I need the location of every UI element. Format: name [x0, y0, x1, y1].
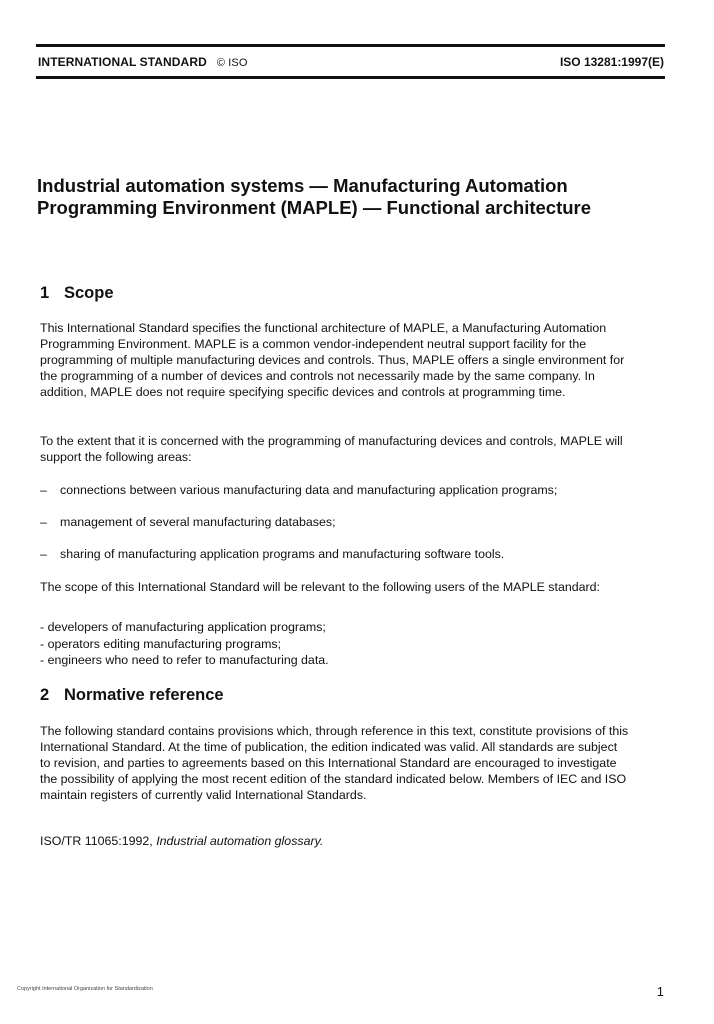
section-1-title: Scope — [64, 284, 114, 302]
title-line-1: Industrial automation systems — Manufacturing Automation — [37, 175, 568, 196]
reference-title: Industrial automation glossary. — [156, 834, 324, 848]
header-top-rule — [36, 44, 665, 47]
users-list-item-3: - engineers who need to refer to manufacturing data. — [40, 653, 329, 667]
scope-bullet-1 — [40, 482, 670, 498]
bullet-dash: – — [40, 515, 47, 529]
scope-bullet-2-text: management of several manufacturing databases; — [60, 515, 336, 529]
reference-code: ISO/TR 11065:1992, — [40, 834, 157, 848]
normative-reference-paragraph: The following standard contains provisions which, through reference in this text, constitute provisions of this International Standard. At the time of publication, the edition indicated was valid. All standards are subject to revision, and parties to agreements based on this International Standard are encouraged to investigate the possibility of applying the most recent edition of the standard indicated below. Members of IEC and ISO maintain registers of currently valid International Standards. — [40, 724, 629, 802]
section-2-heading — [40, 686, 224, 705]
title-line-2: Programming Environment (MAPLE) — Functional architecture — [37, 197, 592, 218]
scope-paragraph-2: To the extent that it is concerned with the programming of manufacturing devices and controls, MAPLE will support the following areas: — [40, 434, 623, 464]
users-list-item-1: - developers of manufacturing application programs; — [40, 620, 326, 634]
scope-paragraph-3: The scope of this International Standard will be relevant to the following users of the MAPLE standard: — [40, 580, 600, 594]
reference-entry — [40, 833, 323, 849]
header-bottom-rule — [36, 76, 665, 79]
users-list-item-2: - operators editing manufacturing programs; — [40, 636, 282, 651]
standard-type-text: INTERNATIONAL STANDARD — [38, 55, 207, 69]
section-2-title: Normative reference — [64, 686, 224, 704]
scope-paragraph-1: This International Standard specifies the functional architecture of MAPLE, a Manufacturing Automation Programming Environment. MAPLE is a common vendor-independent neutral support facility for the programming of multiple manufacturing devices and controls. Thus, MAPLE offers a single environment for the programming of a number of devices and controls not necessarily made by the same company. In addition, MAPLE does not require specifying specific devices and controls at programming time. — [40, 321, 625, 399]
document-title — [37, 175, 677, 219]
bullet-dash: – — [40, 483, 47, 497]
page-number: 1 — [656, 984, 664, 999]
section-2-number: 2 — [40, 686, 50, 704]
copyright-footer: Copyright International Organization for Standardization — [17, 986, 153, 992]
scope-bullet-3-text: sharing of manufacturing application programs and manufacturing software tools. — [60, 547, 505, 561]
section-1-heading — [40, 284, 114, 303]
users-list — [40, 619, 329, 669]
scope-bullet-1-text: connections between various manufacturing data and manufacturing application programs; — [60, 483, 558, 497]
iso-copyright-mark: © ISO — [216, 57, 248, 69]
scope-bullet-2 — [40, 514, 670, 530]
bullet-dash: – — [40, 547, 47, 561]
scope-bullet-3 — [40, 546, 670, 562]
section-1-number: 1 — [40, 284, 50, 302]
header-standard-label — [38, 55, 247, 69]
document-number: ISO 13281:1997(E) — [559, 55, 664, 69]
